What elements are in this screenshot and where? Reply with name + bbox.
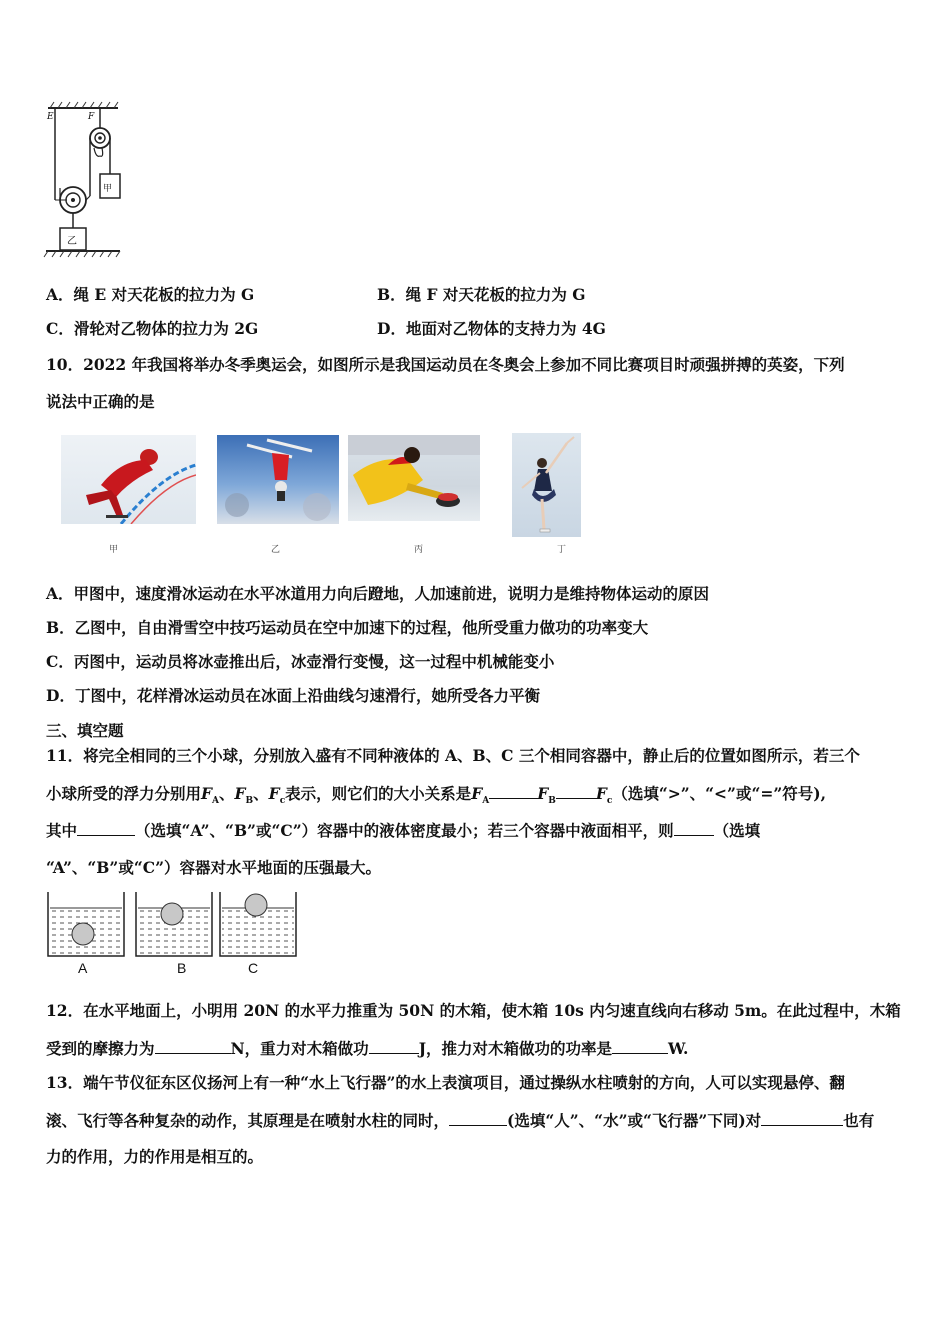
caption-yi: 乙 bbox=[271, 545, 281, 555]
container-label-b: B bbox=[177, 960, 187, 976]
q11-line2-a: 小球所受的浮力分别用 bbox=[46, 784, 202, 803]
section-heading: 三、填空题 bbox=[46, 721, 124, 740]
q13-blank-1[interactable] bbox=[449, 1110, 507, 1126]
photo-curling bbox=[348, 435, 480, 521]
q11-blank-4[interactable] bbox=[674, 820, 714, 836]
label-e: E bbox=[47, 112, 54, 122]
photo-aerial-skiing bbox=[217, 435, 339, 524]
q9-option-b: B．绳 F 对天花板的拉力为 G bbox=[377, 285, 586, 304]
caption-bing: 丙 bbox=[414, 545, 424, 555]
q9-option-d: D．地面对乙物体的支持力为 4G bbox=[377, 319, 606, 338]
q10-option-a: A．甲图中，速度滑冰运动在水平冰道用力向后蹬地，人加速前进，说明力是维持物体运动的原因 bbox=[46, 584, 710, 603]
q12-blank-3[interactable] bbox=[612, 1038, 668, 1054]
containers-figure bbox=[44, 890, 300, 958]
container-label-c: C bbox=[248, 960, 259, 976]
caption-jia: 甲 bbox=[109, 545, 119, 555]
q11-line1: 11．将完全相同的三个小球，分别放入盛有不同种液体的 A、B、C 三个相同容器中，静止后的位置如图所示，若三个 bbox=[46, 746, 860, 765]
q10-option-c: C．丙图中，运动员将冰壶推出后，冰壶滑行变慢，这一过程中机械能变小 bbox=[46, 652, 555, 671]
q11-blank-1[interactable] bbox=[489, 783, 537, 799]
photo-speed-skating bbox=[61, 435, 196, 524]
q11-blank-2[interactable] bbox=[556, 783, 596, 799]
q12-line1: 12．在水平地面上，小明用 20N 的水平力推重为 50N 的木箱，使木箱 10s 内匀速直线向右移动 5m。在此过程中，木箱 bbox=[46, 1001, 901, 1020]
q11-blank-3[interactable] bbox=[77, 820, 135, 836]
q12-blank-1[interactable] bbox=[155, 1038, 231, 1054]
q11-line2: 小球所受的浮力分别用$F_A$、$F_B$、$F_c$表示，则它们的大小关系是$F_A$ $F_B$ $F_c$（选填“>”、“<”或“=”符号), bbox=[46, 784, 826, 807]
q10-option-d: D．丁图中，花样滑冰运动员在冰面上沿曲线匀速滑行，她所受各力平衡 bbox=[46, 686, 540, 705]
q10-stem-line2: 说法中正确的是 bbox=[46, 392, 155, 411]
q13-blank-2[interactable] bbox=[761, 1110, 843, 1126]
q9-option-a: A．绳 E 对天花板的拉力为 G bbox=[46, 285, 255, 304]
q13-line2: 滚、飞行等各种复杂的动作，其原理是在喷射水柱的同时， (选填“人”、“水”或“飞行器”下同)对 也有 bbox=[46, 1111, 875, 1130]
q11-line3: 其中 （选填“A”、“B”或“C”）容器中的液体密度最小；若三个容器中液面相平，则 （选填 bbox=[46, 821, 761, 840]
q11-line4: “A”、“B”或“C”）容器对水平地面的压强最大。 bbox=[46, 858, 381, 877]
container-label-a: A bbox=[78, 960, 88, 976]
q10-option-b: B．乙图中，自由滑雪空中技巧运动员在空中加速下的过程，他所受重力做功的功率变大 bbox=[46, 618, 649, 637]
q12-blank-2[interactable] bbox=[369, 1038, 419, 1054]
q9-option-c: C．滑轮对乙物体的拉力为 2G bbox=[46, 319, 259, 338]
q13-line1: 13．端午节仪征东区仪扬河上有一种“水上飞行器”的水上表演项目，通过操纵水柱喷射的方向，人可以实现悬停、翻 bbox=[46, 1073, 845, 1092]
label-yi: 乙 bbox=[67, 236, 77, 247]
q10-stem-line1: 10．2022 年我国将举办冬季奥运会，如图所示是我国运动员在冬奥会上参加不同比赛项目时顽强拼搏的英姿，下列 bbox=[46, 355, 845, 374]
label-jia: 甲 bbox=[103, 184, 113, 194]
q12-line2: 受到的摩擦力为 N，重力对木箱做功 J，推力对木箱做功的功率是 W. bbox=[46, 1039, 689, 1058]
photo-figure-skating bbox=[512, 433, 581, 537]
pulley-figure bbox=[42, 98, 124, 260]
q13-line3: 力的作用，力的作用是相互的。 bbox=[46, 1147, 264, 1166]
label-f: F bbox=[88, 112, 95, 122]
caption-ding: 丁 bbox=[557, 545, 567, 555]
